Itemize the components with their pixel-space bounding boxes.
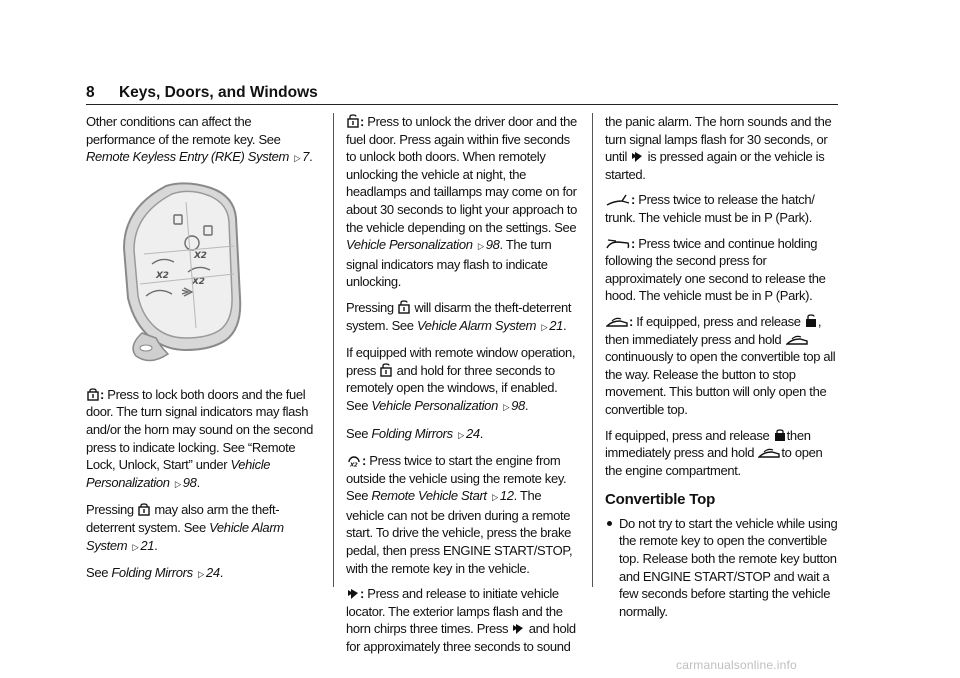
bullet-icon: [607, 521, 612, 526]
convertible-top-icon: [758, 447, 780, 459]
link-folding-mirrors[interactable]: Folding Mirrors: [111, 565, 193, 581]
svg-text:X2: X2: [194, 250, 207, 261]
paragraph-convertible-top-open: : If equipped, press and release , then immediately press and hold continuously to open the convertible top all the way. Release the button to stop movement. This button will only open the convertible top.: [605, 313, 836, 417]
section-heading-convertible-top: Convertible Top: [605, 491, 716, 509]
paragraph-unlock: : Press to unlock the driver door and the fuel door. Press again within five seconds to unlock both doors. When remotely unlocking the vehicle at night, the headlamps and taillamps may come on for about 30 seconds to light your approach to the vehicle depending on the settings. See Vehicle Personalization ▷ 98. The turn signal indicators may flash to indicate unlocking.: [346, 114, 578, 290]
lock-icon: [774, 429, 786, 442]
hatch-release-icon: [606, 194, 630, 206]
page-title: Keys, Doors, and Windows: [118, 84, 318, 101]
paragraph-arm: Pressing may also arm the theft-deterrent system. See Vehicle Alarm System ▷ 21.: [86, 502, 284, 553]
paragraph-panic: the panic alarm. The horn sounds and the turn signal lamps flash for 30 seconds, or until is pressed again or the vehicle is started.: [605, 114, 832, 182]
arrow-icon: ▷: [174, 478, 181, 489]
svg-text:X2: X2: [350, 462, 358, 468]
arrow-icon: ▷: [541, 321, 548, 332]
svg-text:X2: X2: [156, 270, 169, 281]
link-vehicle-personalization[interactable]: Vehicle Personalization: [346, 237, 473, 253]
page-header: [86, 84, 318, 102]
column-2: [346, 113, 580, 664]
paragraph-mirrors-2: See Folding Mirrors ▷ 24.: [346, 425, 483, 441]
arrow-icon: ▷: [503, 401, 510, 412]
paragraph-mirrors-1: See Folding Mirrors ▷ 24.: [86, 565, 223, 581]
list-item: Do not try to start the vehicle while using the remote key to open the convertible top. Release both the remote key button and ENGINE START/STOP and wait a few seconds before starting the vehicle normally.: [605, 515, 841, 621]
convertible-top-icon: [786, 334, 808, 346]
column-divider-2: [592, 113, 593, 587]
convertible-top-icon: [606, 316, 628, 328]
link-vehicle-personalization[interactable]: Vehicle Personalization: [86, 457, 271, 490]
paragraph-performance: Other conditions can affect the performance of the remote key. See Remote Keyless Entry (RKE) System ▷ 7.: [86, 114, 313, 165]
link-folding-mirrors[interactable]: Folding Mirrors: [371, 425, 453, 441]
paragraph-engine-compartment: If equipped, press and release then immediately press and hold to open the engine compartment.: [605, 427, 823, 478]
unlock-icon: [380, 363, 392, 377]
paragraph-locator: : Press and release to initiate vehicle locator. The exterior lamps flash and the horn chirps three times. Press and hold for approximately three seconds to sound: [346, 586, 576, 655]
paragraph-remote-start: X2 : Press twice to start the engine from outside the vehicle using the remote key. See Remote Vehicle Start ▷ 12. The vehicle can not be driven during a remote start. To drive the vehicle, press the brake pedal, then press ENGINE START/STOP, with the remote key in the vehicle.: [346, 453, 573, 576]
link-vehicle-personalization[interactable]: Vehicle Personalization: [371, 397, 498, 413]
link-vehicle-alarm[interactable]: Vehicle Alarm System: [86, 519, 284, 553]
svg-text:X2: X2: [192, 276, 205, 287]
arrow-icon: ▷: [491, 492, 498, 503]
remote-key-fob-illustration: [116, 178, 256, 368]
link-rke[interactable]: Remote Keyless Entry (RKE) System: [86, 149, 290, 165]
column-divider-1: [333, 113, 334, 587]
unlock-icon: [398, 300, 410, 314]
watermark: carmanualsonline.info: [676, 658, 797, 672]
column-3: [605, 113, 841, 620]
column-1: [86, 113, 322, 592]
arrow-icon: ▷: [458, 429, 464, 440]
paragraph-window: If equipped with remote window operation, press and hold for three seconds to remotely open the windows, if enabled. See Vehicle Personalization ▷ 98.: [346, 345, 576, 413]
paragraph-lock: : Press to lock both doors and the fuel door. The turn signal indicators may flash and/or the horn may sound on the second press to indicate locking. See “Remote Lock, Unlock, Start” under Vehicle Personalization ▷ 98.: [86, 386, 314, 490]
paragraph-hood: : Press twice and continue holding following the second press for approximately one second to release the hood. The vehicle must be in P (Park).: [605, 235, 826, 304]
vehicle-locator-icon: [347, 588, 359, 600]
paragraph-disarm: Pressing will disarm the theft-deterrent system. See Vehicle Alarm System ▷ 21.: [346, 299, 572, 333]
paragraph-hatch: : Press twice to release the hatch/ trunk. The vehicle must be in P (Park).: [605, 192, 815, 225]
unlock-icon: [805, 314, 817, 328]
lock-icon: [87, 388, 99, 401]
link-remote-vehicle-start[interactable]: Remote Vehicle Start: [371, 488, 487, 504]
arrow-icon: ▷: [294, 153, 301, 164]
hood-release-icon: [606, 238, 630, 250]
unlock-icon: [347, 114, 359, 128]
page-number: 8: [86, 84, 95, 101]
link-vehicle-alarm[interactable]: Vehicle Alarm System: [416, 317, 537, 333]
header-rule: [86, 104, 838, 105]
remote-start-icon: [347, 453, 361, 467]
lock-icon: [138, 503, 150, 516]
arrow-icon: ▷: [198, 569, 204, 580]
arrow-icon: ▷: [132, 541, 139, 552]
vehicle-locator-icon: [631, 151, 643, 163]
arrow-icon: ▷: [477, 241, 484, 252]
vehicle-locator-icon: [512, 623, 524, 635]
